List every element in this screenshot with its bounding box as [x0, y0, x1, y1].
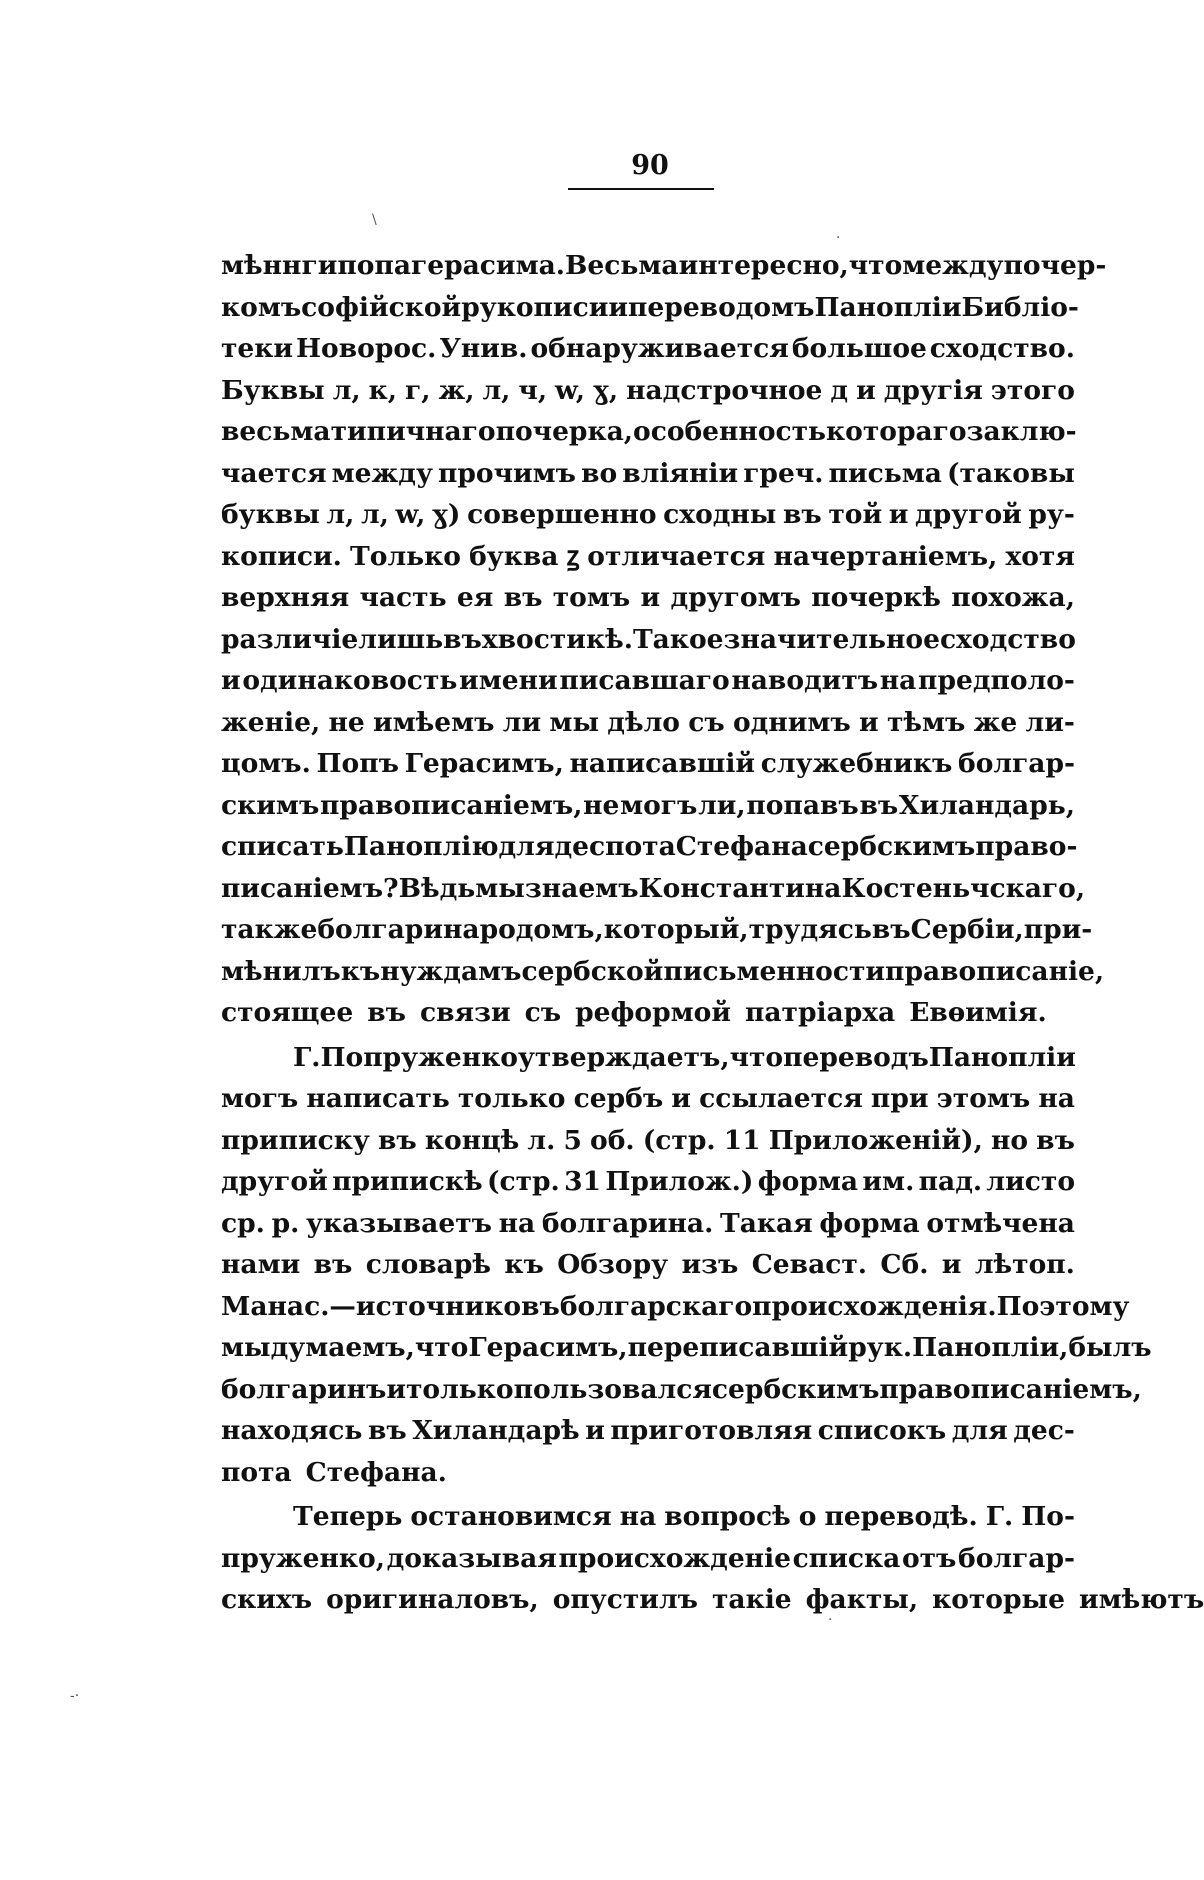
text-line: Буквы л, к, г, ж, л, ч, w, ɣ, надстрочное д и другія этого	[221, 374, 1075, 406]
print-speck: \	[372, 212, 377, 228]
print-speck: ·	[836, 230, 841, 246]
text-line: стоящее въ связи съ реформой патріарха Евѳимія.	[221, 997, 1047, 1028]
page-number-rule	[568, 188, 714, 190]
text-line: другой припискѣ (стр. 31 Прилож.) форма им. пад. листо	[221, 1166, 1075, 1197]
paragraph	[221, 245, 1107, 1034]
text-line: пруженко, доказывая происхожденіе списка отъ болгар-	[221, 1542, 1075, 1574]
text-line: Г. Попруженко утверждаетъ, что переводъ Панопліи	[293, 1041, 1076, 1073]
paragraph	[221, 1496, 1204, 1621]
text-line: мѣнн ги попа герасима. Весьма интересно, что между почер-	[221, 250, 1107, 281]
text-line: верхняя часть ея въ томъ и другомъ почеркѣ похожа,	[221, 582, 1075, 613]
text-line: скимъ правописаніемъ, не могъ ли, попавъ въ Хиландарь,	[221, 789, 1075, 821]
text-line: также болгарина родомъ, который, трудясь въ Сербіи, при-	[221, 914, 1093, 945]
text-line: списать Паноплію для деспота Стефана сербскимъ право-	[221, 831, 1078, 862]
text-line: весьма типичнаго почерка, особенность котораго заклю-	[221, 416, 1077, 447]
text-line: различіе лишь въ хвостикѣ. Такое значительное сходство	[221, 623, 1076, 655]
text-line: комъ софійской рукописи и переводомъ Панопліи Библіо-	[221, 291, 1079, 323]
body-text	[221, 245, 1204, 1621]
text-line: цомъ. Попъ Герасимъ, написавшій служебникъ болгар-	[221, 748, 1075, 779]
text-line: находясь въ Хиландарѣ и приготовляя списокъ для дес-	[221, 1415, 1075, 1446]
print-speck: -·	[70, 1688, 80, 1704]
text-line: буквы л, л, w, ɣ) совершенно сходны въ той и другой ру-	[221, 499, 1075, 530]
paragraph	[221, 1037, 1152, 1494]
page-number: 90	[631, 150, 669, 181]
text-line: и одинаковость имени писавшаго наводитъ на предполо-	[221, 665, 1075, 696]
print-speck: ·	[828, 1612, 833, 1628]
text-line: нами въ словарѣ къ Обзору изъ Севаст. Сб. и лѣтоп.	[221, 1249, 1075, 1280]
text-line: теки Новорос. Унив. обнаруживается большое сходство.	[221, 333, 1075, 364]
text-line: кописи. Только буква ꙁ отличается начертаніемъ, хотя	[221, 540, 1075, 572]
text-line: Манас.—источниковъ болгарскаго происхожденія. Поэтому	[221, 1290, 1130, 1322]
text-line: чается между прочимъ во вліяніи греч. письма (таковы	[221, 457, 1075, 489]
text-line: мы думаемъ, что Герасимъ, переписавшій рук. Панопліи, былъ	[221, 1332, 1152, 1363]
text-line: ср. р. указываетъ на болгарина. Такая форма отмѣчена	[221, 1207, 1075, 1239]
text-line: приписку въ концѣ л. 5 об. (стр. 11 Приложеній), но въ	[221, 1124, 1075, 1156]
text-line: писаніемъ? Вѣдь мы знаемъ Константина Костеньчскаго,	[221, 872, 1086, 904]
text-line: Теперь остановимся на вопросѣ о переводѣ. Г. По-	[293, 1501, 1075, 1532]
text-line: скихъ оригиналовъ, опустилъ такіе факты, которые имѣютъ	[221, 1584, 1204, 1615]
text-line: мѣнилъ къ нуждамъ сербской письменности правописаніе,	[221, 955, 1105, 987]
text-line: пота Стефана.	[221, 1456, 447, 1488]
text-line: женіе, не имѣемъ ли мы дѣло съ однимъ и тѣмъ же ли-	[221, 706, 1075, 738]
text-line: болгаринъ и только пользовался сербскимъ правописаніемъ,	[221, 1373, 1142, 1405]
text-line: могъ написать только сербъ и ссылается при этомъ на	[221, 1083, 1075, 1114]
